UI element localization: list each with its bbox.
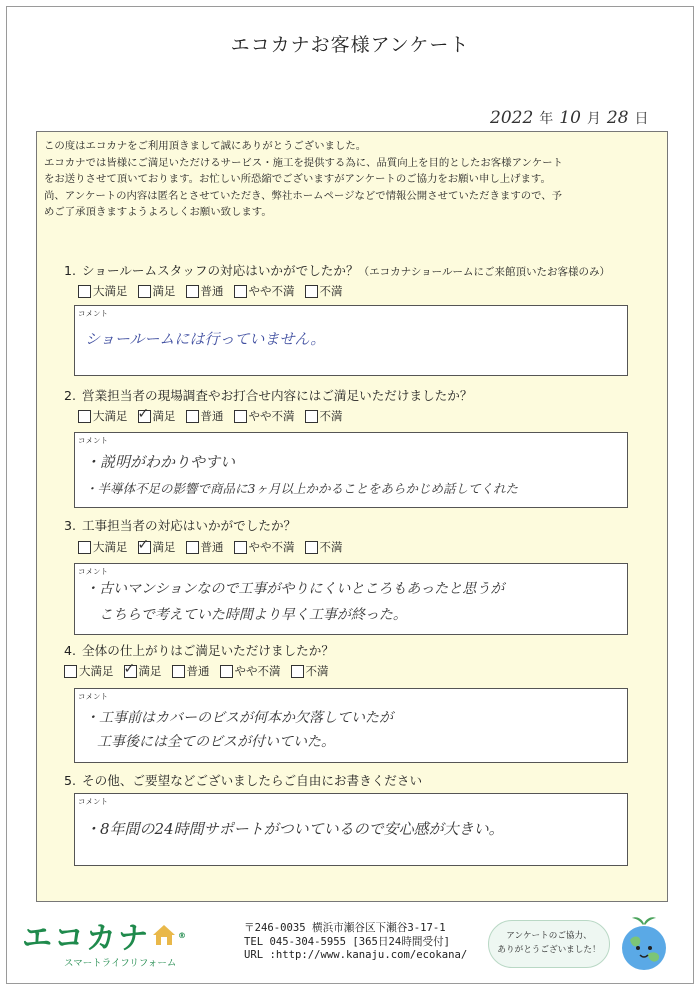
- rating-option[interactable]: [124, 663, 162, 679]
- rating-option[interactable]: [78, 283, 128, 299]
- checkbox[interactable]: [186, 285, 199, 298]
- company-address: 〒246-0035 横浜市瀬谷区下瀬谷3-17-1 TEL 045-304-5955 [365日24時間受付] URL :http://www.kanaju.com/ecokana/: [244, 922, 468, 961]
- checkbox[interactable]: [186, 541, 199, 554]
- checkbox[interactable]: [186, 410, 199, 423]
- date-year: 2022: [490, 108, 534, 128]
- rating-option[interactable]: [186, 408, 224, 424]
- date-day: 28: [606, 108, 629, 128]
- comment-box-2: コメント ・説明がわかりやすい ・半導体不足の影響で商品に3ヶ月以上かかることをあらかじめ話してくれた: [74, 432, 628, 508]
- rating-option-label: 大満足: [93, 409, 128, 423]
- rating-option[interactable]: [64, 663, 114, 679]
- rating-option[interactable]: [172, 663, 210, 679]
- comment-box-5: コメント ・8年間の24時間サポートがついているので安心感が大きい。: [74, 793, 628, 866]
- checkbox[interactable]: [138, 541, 151, 554]
- rating-option-label: やや不満: [248, 284, 295, 298]
- logo-text: エコカナ: [22, 921, 150, 956]
- rating-option-label: 普通: [200, 284, 224, 298]
- checkbox[interactable]: [78, 541, 91, 554]
- checkbox[interactable]: [124, 665, 137, 678]
- rating-options-1: [78, 283, 353, 299]
- house-icon: [152, 924, 176, 946]
- question-4: 4. 全体の仕上がりはご満足いただけましたか？: [64, 643, 334, 658]
- rating-option-label: やや不満: [248, 409, 295, 423]
- rating-option[interactable]: [78, 408, 128, 424]
- rating-option-label: 満足: [152, 409, 176, 423]
- comment-box-3: コメント ・古いマンションなので工事がやりにくいところもあったと思うが こちらで考えていた時間より早く工事が終った。: [74, 563, 628, 635]
- comment-box-1: コメント ショールームには行っていません。: [74, 305, 628, 376]
- rating-option-label: 不満: [305, 664, 329, 678]
- rating-option[interactable]: [305, 283, 343, 299]
- checkbox[interactable]: [234, 541, 247, 554]
- checkbox[interactable]: [64, 665, 77, 678]
- rating-option-label: 普通: [200, 409, 224, 423]
- thank-you-bubble: アンケートのご協力、 ありがとうございました！: [488, 920, 610, 968]
- comment-text: こちらで考えていた時間より早く工事が終った。: [99, 607, 407, 623]
- checkbox[interactable]: [291, 665, 304, 678]
- rating-option[interactable]: [234, 408, 295, 424]
- comment-text: ショールームには行っていません。: [85, 330, 326, 348]
- comment-text: ・古いマンションなので工事がやりにくいところもあったと思うが: [85, 581, 505, 597]
- rating-option-label: 満足: [152, 284, 176, 298]
- checkbox[interactable]: [138, 410, 151, 423]
- question-3: 3. 工事担当者の対応はいかがでしたか？: [64, 518, 297, 533]
- logo-subtitle: スマートライフリフォーム: [64, 958, 177, 969]
- comment-text: ・8年間の24時間サポートがついているので安心感が大きい。: [85, 820, 504, 838]
- rating-option[interactable]: [234, 283, 295, 299]
- rating-option-label: 大満足: [93, 284, 128, 298]
- checkbox[interactable]: [138, 285, 151, 298]
- rating-options-4: [64, 663, 339, 679]
- page-title: エコカナお客様アンケート: [230, 34, 470, 56]
- ecokana-logo: エコカナ ® スマートライフリフォーム: [22, 913, 188, 969]
- rating-option-label: 大満足: [93, 540, 128, 554]
- checkbox[interactable]: [172, 665, 185, 678]
- rating-option-label: 普通: [200, 540, 224, 554]
- rating-option-label: 満足: [152, 540, 176, 554]
- rating-options-3: [78, 539, 353, 555]
- rating-option-label: やや不満: [248, 540, 295, 554]
- date-month: 10: [559, 108, 581, 128]
- rating-option-label: 不満: [319, 409, 343, 423]
- question-5: 5. その他、ご要望などございましたらご自由にお書きください: [64, 773, 423, 788]
- checkbox[interactable]: [78, 285, 91, 298]
- comment-text: ・半導体不足の影響で商品に3ヶ月以上かかることをあらかじめ話してくれた: [85, 481, 518, 496]
- checkbox[interactable]: [234, 285, 247, 298]
- comment-text: ・説明がわかりやすい: [85, 453, 236, 471]
- question-1: 1. ショールームスタッフの対応はいかがでしたか？（エコカナショールームにご来館頂いたお客様のみ）: [64, 263, 610, 278]
- rating-option[interactable]: [138, 408, 176, 424]
- question-2: 2. 営業担当者の現場調査やお打合せ内容にはご満足いただけましたか？: [64, 388, 473, 403]
- comment-box-4: コメント ・工事前はカバーのビスが何本か欠落していたが 工事後には全てのビスが付いていた。: [74, 688, 628, 763]
- checkbox[interactable]: [305, 285, 318, 298]
- rating-option[interactable]: [305, 539, 343, 555]
- rating-option-label: 大満足: [79, 664, 114, 678]
- rating-option[interactable]: [138, 539, 176, 555]
- intro-text: この度はエコカナをご利用頂きまして誠にありがとうございました。 エコカナでは皆様にご満足いただけるサービス・施工を提供する為に、品質向上を目的としたお客様アンケート をお送りさせて頂いております。お忙しい所恐縮でございますがアンケートのご協力をお願い申し上げます。 尚、アンケートの内容は匿名とさせていただき、弊社ホームページなどで情報公開させていただきますので、予 めご了承頂きますようよろしくお願い致します。: [44, 140, 563, 219]
- rating-option-label: 満足: [138, 664, 162, 678]
- rating-option[interactable]: [220, 663, 281, 679]
- earth-mascot-icon: [612, 910, 676, 976]
- comment-text: ・工事前はカバーのビスが何本か欠落していたが: [85, 710, 393, 726]
- rating-option[interactable]: [305, 408, 343, 424]
- checkbox[interactable]: [78, 410, 91, 423]
- survey-date: 2022 年 10 月 28 日: [490, 108, 649, 128]
- rating-option[interactable]: [138, 283, 176, 299]
- rating-option[interactable]: [186, 539, 224, 555]
- comment-text: 工事後には全てのビスが付いていた。: [97, 734, 335, 750]
- rating-option[interactable]: [291, 663, 329, 679]
- rating-option-label: 普通: [186, 664, 210, 678]
- rating-option-label: やや不満: [234, 664, 281, 678]
- rating-option-label: 不満: [319, 540, 343, 554]
- checkbox[interactable]: [305, 541, 318, 554]
- checkbox[interactable]: [234, 410, 247, 423]
- checkbox[interactable]: [305, 410, 318, 423]
- rating-options-2: [78, 408, 353, 424]
- rating-option-label: 不満: [319, 284, 343, 298]
- rating-option[interactable]: [78, 539, 128, 555]
- rating-option[interactable]: [234, 539, 295, 555]
- checkbox[interactable]: [220, 665, 233, 678]
- rating-option[interactable]: [186, 283, 224, 299]
